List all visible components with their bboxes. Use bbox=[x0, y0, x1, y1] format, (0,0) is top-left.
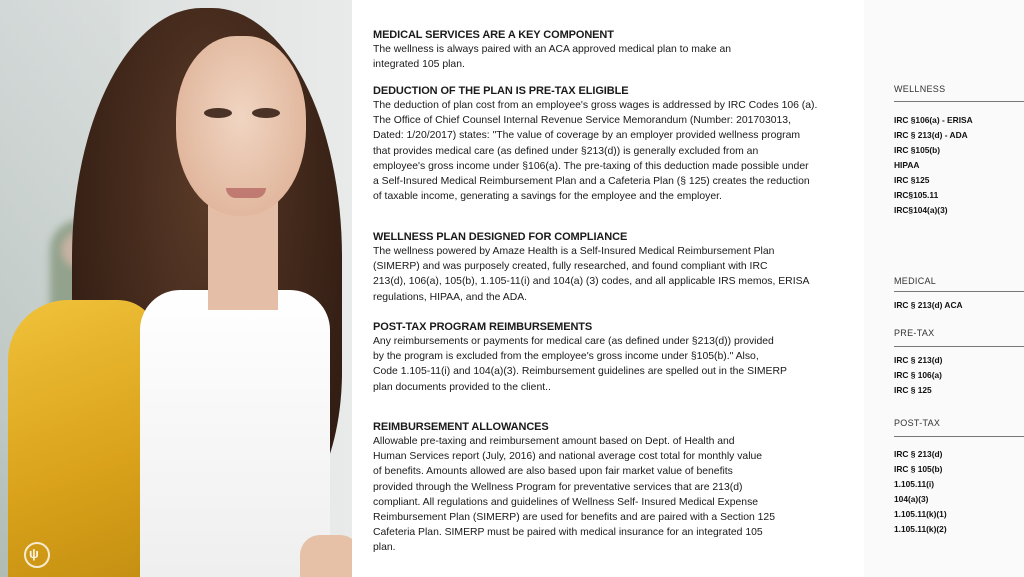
divider bbox=[894, 291, 1024, 292]
sidebar-heading-medical: MEDICAL bbox=[894, 276, 937, 286]
section-deduction-pre-tax bbox=[373, 84, 843, 204]
section-heading: MEDICAL SERVICES ARE A KEY COMPONENT bbox=[373, 29, 614, 41]
white-shirt bbox=[140, 290, 330, 577]
list-item: 1.105.11(k)(2) bbox=[894, 524, 947, 534]
list-item: IRC § 106(a) bbox=[894, 370, 942, 380]
section-reimbursement-allowances bbox=[373, 420, 843, 556]
section-heading: DEDUCTION OF THE PLAN IS PRE-TAX ELIGIBLE bbox=[373, 85, 629, 97]
list-item: IRC§104(a)(3) bbox=[894, 205, 948, 215]
section-body: Any reimbursements or payments for medical care (as defined under §213(d)) provided by the program is excluded from the employee's gross income under §105(b)." Also, Code 1.105-11(i) and 104(a)(3). Reimbursement guidelines are spelled out in the SIMERP plan documents provided to the client.. bbox=[373, 336, 787, 393]
section-post-tax bbox=[373, 320, 843, 395]
hand bbox=[300, 535, 352, 577]
medical-code-list bbox=[894, 298, 963, 313]
divider bbox=[894, 346, 1024, 347]
list-item: IRC§105.11 bbox=[894, 190, 939, 200]
portrait-photo bbox=[0, 0, 352, 577]
yellow-jacket bbox=[8, 300, 158, 577]
sidebar-heading-pre-tax: PRE-TAX bbox=[894, 328, 935, 338]
post-tax-code-list bbox=[894, 447, 947, 537]
sidebar-heading-post-tax: POST-TAX bbox=[894, 418, 941, 428]
code-sidebar bbox=[864, 0, 1024, 577]
section-heading: POST-TAX PROGRAM REIMBURSEMENTS bbox=[373, 321, 593, 333]
list-item: IRC § 125 bbox=[894, 385, 932, 395]
section-heading: REIMBURSEMENT ALLOWANCES bbox=[373, 421, 549, 433]
section-body: The wellness is always paired with an ACA approved medical plan to make an integrated 105 plan. bbox=[373, 44, 732, 71]
list-item: HIPAA bbox=[894, 160, 920, 170]
list-item: IRC § 105(b) bbox=[894, 464, 943, 474]
list-item: IRC §125 bbox=[894, 175, 930, 185]
pre-tax-code-list bbox=[894, 353, 942, 398]
right-eye bbox=[252, 108, 280, 118]
list-item: 104(a)(3) bbox=[894, 494, 929, 504]
section-body: The wellness powered by Amaze Health is a Self-Insured Medical Reimbursement Plan (SIMERP) and was purposely created, fully researched, and found compliant with IRC 213(d), 106(a), 105(b), 1.105-11(i) and 104(a) (3) codes, and all applicable IRS memos, ERISA regulations, HIPAA, and the ADA. bbox=[373, 246, 810, 303]
list-item: IRC § 213(d) - ADA bbox=[894, 130, 968, 140]
list-item: IRC § 213(d) bbox=[894, 449, 943, 459]
section-body: The deduction of plan cost from an employee's gross wages is addressed by IRC Codes 106 (a). The Office of Chief Counsel Internal Revenue Service Memorandum (Number: 201703013, Dated: 1/20/2017) states: "The value of coverage by an employer provided wellness program that provides medical care (as defined under §213(d)) is generally excluded from an employee's gross income under §106(a). The pre-taxing of this deduction made possible under a Self-Insured Medical Reimbursement Plan and a Cafeteria Plan (§ 125) creates the reduction of taxable income, generating a savings for the employee and the employer. bbox=[373, 100, 818, 203]
sidebar-heading-wellness: WELLNESS bbox=[894, 84, 946, 94]
divider bbox=[894, 436, 1024, 437]
section-heading: WELLNESS PLAN DESIGNED FOR COMPLIANCE bbox=[373, 231, 628, 243]
list-item: IRC § 213(d) ACA bbox=[894, 300, 963, 310]
brand-logo-icon: ψ bbox=[24, 542, 50, 568]
list-item: IRC §105(b) bbox=[894, 145, 941, 155]
divider bbox=[894, 101, 1024, 102]
section-medical-services bbox=[373, 28, 843, 72]
neck bbox=[208, 200, 278, 310]
list-item: 1.105.11(k)(1) bbox=[894, 509, 947, 519]
main-content bbox=[352, 0, 864, 577]
smile bbox=[226, 188, 266, 198]
list-item: IRC § 213(d) bbox=[894, 355, 943, 365]
list-item: 1.105.11(i) bbox=[894, 479, 935, 489]
list-item: IRC §106(a) - ERISA bbox=[894, 115, 973, 125]
section-body: Allowable pre-taxing and reimbursement amount based on Dept. of Health and Human Services report (July, 2016) and national average cost total for monthly value of benefits. Amounts allowed are also based upon fair market value of benefits provided through the Wellness Program for preventative services that are 213(d) compliant. All regulations and guidelines of Wellness Self- Insured Medical Expense Reimbursement Plan (SIMERP) are used for benefits and are paired with a Section 125 Cafeteria Plan. SIMERP must be paired with medical insurance for an integrated 105 plan. bbox=[373, 436, 775, 554]
left-eye bbox=[204, 108, 232, 118]
wellness-code-list bbox=[894, 113, 973, 218]
section-compliance bbox=[373, 230, 843, 305]
